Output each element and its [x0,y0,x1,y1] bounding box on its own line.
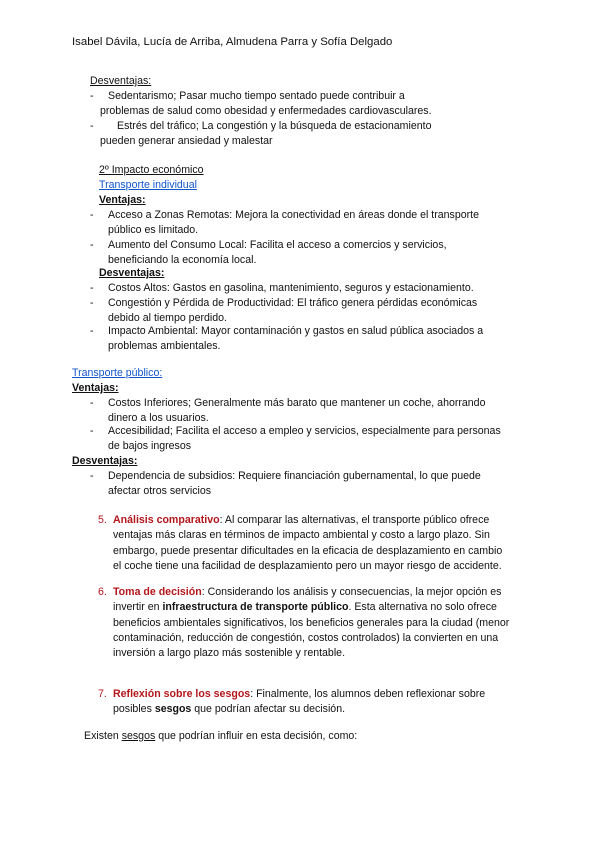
disadvantage-item-sedentarism: - Sedentarismo; Pasar mucho tiempo sentado puede contribuir a [108,89,508,104]
step-bias-reflection: 7. Reflexión sobre los sesgos: Finalmente, los alumnos deben reflexionar sobre posibles sesgos que podrían afectar su decisión. [98,688,486,716]
public-transport-link[interactable]: Transporte público: [72,367,163,379]
disadvantages-label: Desventajas: [72,455,138,467]
disadvantages-label: Desventajas: [99,267,165,279]
advantage-item: - Accesibilidad; Facilita el acceso a empleo y servicios, especialmente para personas de bajos ingresos [90,425,501,453]
disadvantage-item: - Costos Altos: Gastos en gasolina, mantenimiento, seguros y estacionamiento. [108,281,474,296]
bullet-dash: - [90,397,94,409]
disadvantage-item: - Dependencia de subsidios: Requiere financiación gubernamental, lo que puede afectar otros servicios [90,470,481,498]
advantage-item: - Acceso a Zonas Remotas: Mejora la conectividad en áreas donde el transporte público es limitado. [90,209,479,237]
bullet-dash: - [90,120,94,132]
step-number: 7. [98,688,107,700]
advantages-label: Ventajas: [99,194,146,206]
bullet-dash: - [90,297,94,309]
bullet-dash: - [90,239,94,251]
bullet-dash: - [90,425,94,437]
individual-transport-link[interactable]: Transporte individual [99,179,197,191]
closing-sentence: Existen sesgos que podrían influir en esta decisión, como: [84,730,358,742]
step-comparative-analysis: 5. Análisis comparativo: Al comparar las alternativas, el transporte público ofrece ventajas más claras en términos de impacto ambiental y costo a largo plazo. Sin embargo, puede presentar dificultades en la eficacia de desplazamiento en cambio el coche tiene una facilidad de desplazamiento pero un mayor riesgo de accidente. [98,514,503,572]
bullet-dash: - [90,325,94,337]
advantages-label: Ventajas: [72,382,119,394]
step-number: 5. [98,514,107,526]
bullet-dash: - [90,470,94,482]
disadvantage-item-line: problemas de salud como obesidad y enfermedades cardiovasculares. [100,105,432,117]
bullet-dash: - [90,209,94,221]
advantage-item: - Costos Inferiores; Generalmente más barato que mantener un coche, ahorrando dinero a los usuarios. [90,397,486,425]
disadvantage-item-traffic-stress: - Estrés del tráfico; La congestión y la búsqueda de estacionamiento [117,119,431,134]
step-title: Análisis comparativo [113,514,220,526]
step-decision-making: 6. Toma de decisión: Considerando los análisis y consecuencias, la mejor opción es invertir en infraestructura de transporte público. Esta alternativa no solo ofrece beneficios ambientales significativos, los beneficios generales para la ciudad (menor contaminación, reducción de congestión, costos controlados) la convierten en una inversión a largo plazo más sostenible y rentable. [98,586,510,660]
step-title: Toma de decisión [113,586,202,598]
step-title: Reflexión sobre los sesgos [113,688,251,700]
disadvantage-item: - Impacto Ambiental: Mayor contaminación y gastos en salud pública asociados a problemas ambientales. [90,325,484,353]
advantage-item: - Aumento del Consumo Local: Facilita el acceso a comercios y servicios, beneficiando la economía local. [90,239,447,267]
page-header-authors: Isabel Dávila, Lucía de Arriba, Almudena Parra y Sofía Delgado [72,36,393,48]
bullet-dash: - [90,90,94,102]
disadvantage-item-line: pueden generar ansiedad y malestar [100,135,273,147]
disadvantages-heading: Desventajas: [90,75,152,87]
economic-impact-heading: 2º Impacto económico [99,164,204,176]
disadvantage-item: - Congestión y Pérdida de Productividad: El tráfico genera pérdidas económicas debido al tiempo perdido. [90,297,478,325]
bullet-dash: - [90,282,94,294]
step-number: 6. [98,586,107,598]
